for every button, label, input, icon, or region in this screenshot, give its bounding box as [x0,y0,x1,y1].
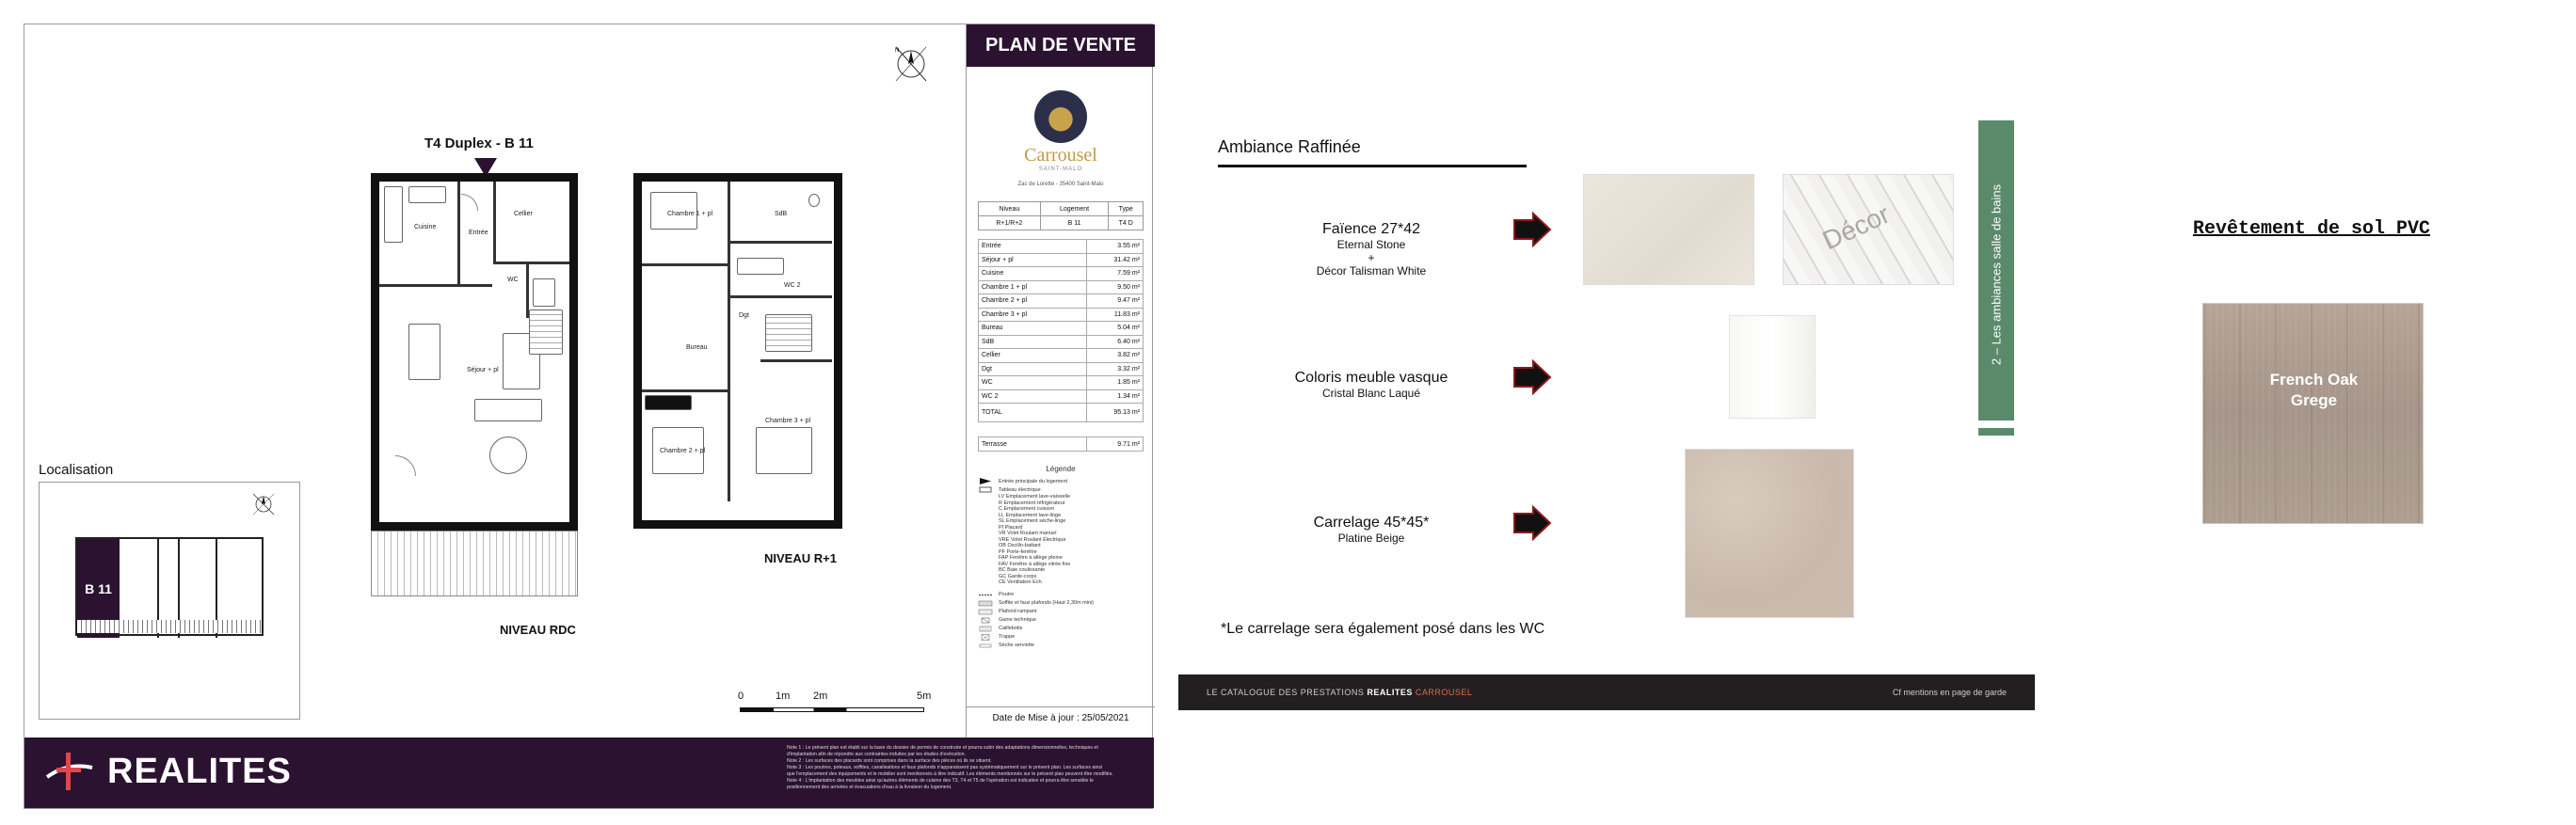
unit-value-niveau: R+1/R+2 [979,216,1041,230]
unit-header-logement: Logement [1040,202,1109,216]
surface-area: 9.50 m² [1087,280,1144,294]
legend-code: SL Emplacement sèche-linge [999,518,1066,524]
room-label-chambre2: Chambre 2 + pl [660,448,706,454]
catalog-footer-right: Cf mentions en page de garde [1892,688,2007,697]
table-row [979,240,1144,254]
room-label-chambre3: Chambre 3 + pl [765,418,811,424]
swatch-cristal-blanc [1729,315,1816,419]
localisation-label: Localisation [39,462,114,478]
scale-tick-5m: 5m [917,690,932,702]
level-label-r1: NIVEAU R+1 [764,551,837,565]
room-label-wc: WC [507,277,519,283]
note-line: que l'emplacement des équipements et le mobilier sont mentionnés à titre indicatif. Les éléments mentionnés sur le présent plan peuvent être modifiés. [787,771,1113,777]
scale-tick-2m: 2m [813,690,828,702]
scale-graphic [740,707,924,712]
pvc-line1: French Oak [2269,371,2359,389]
sales-plan-sheet [24,24,1153,809]
compass-icon [251,492,276,516]
surface-area: 3.32 m² [1087,362,1144,376]
surface-area: 3.55 m² [1087,240,1144,254]
surface-room: Cellier [979,349,1087,363]
surface-area: 7.59 m² [1087,267,1144,281]
section-sidebar [1978,120,2014,428]
table-row [979,349,1144,363]
surface-area: 5.04 m² [1087,322,1144,336]
table-row [979,362,1144,376]
material-detail: + [1368,251,1375,264]
surface-room: Chambre 3 + pl [979,308,1087,322]
arrow-right-icon [1512,505,1552,541]
legend-code: FAP Fenêtre à allège pleine [999,555,1063,561]
legend-code: PF Porte-fenêtre [999,548,1037,555]
room-label-chambre1: Chambre 1 + pl [667,211,713,217]
note-line: Note 2 : Les surfaces des placards sont comprises dans la surface des pièces où ils se situent. [787,758,992,764]
note-line: d'implantation afin de répondre aux contraintes induites par les études d'exécution. [787,752,967,757]
pvc-swatch-label [2203,370,2424,411]
arrow-right-icon [1512,212,1552,247]
swatch-decor-talisman [1783,174,1954,285]
decor-watermark: Décor [1817,198,1895,256]
footer-accent: CARROUSEL [1412,688,1473,697]
pvc-line2: Grege [2290,391,2338,409]
localisation-building-block [75,537,264,636]
unit-header-niveau: Niveau [979,202,1041,216]
legend-code: GC Garde-corps [999,573,1037,579]
material-faience [1249,221,1494,278]
legend-item [978,591,1144,599]
catalog-footer [1178,674,2035,710]
pvc-title: Revêtement de sol PVC [2193,218,2431,240]
sloped-ceiling-icon [978,609,993,615]
legend-code: OB Oscillo-battant [999,543,1041,548]
surface-room: Chambre 2 + pl [979,294,1087,309]
legend-code: VR Volet Roulant manuel [999,531,1057,536]
surface-area: 9.47 m² [1087,294,1144,309]
material-detail: Eternal Stone [1336,238,1406,251]
swatch-french-oak [2202,303,2424,524]
room-label-bureau: Bureau [686,344,708,351]
shaft-icon [978,617,993,624]
footer-brand: REALITES [1367,688,1413,697]
catalog-page [1178,118,2035,720]
surface-area: 31.42 m² [1087,253,1144,267]
carrelage-note: *Le carrelage sera également posé dans les WC [1221,621,1545,637]
ambiance-underline [1218,165,1527,167]
room-label-wc2: WC 2 [784,282,801,289]
legend-code: LL Emplacement lave-linge [999,512,1062,518]
surface-area: 3.82 m² [1087,349,1144,363]
entry-triangle-icon [978,478,993,484]
legend-item-label: Gaine technique [999,617,1037,623]
legend-codes [999,494,1144,586]
legend-item-label: Tableau électrique [999,486,1041,493]
terrace-table [978,436,1144,452]
material-carrelage [1249,515,1494,545]
brand-name: Carrousel [1024,145,1097,166]
total-label: TOTAL [979,404,1087,422]
table-row [979,253,1144,267]
surface-table [978,239,1144,422]
legend-item-label: Caillebotis [999,626,1023,631]
legend-item [978,485,1144,494]
terrace-area [371,531,578,596]
realites-footer [24,738,1154,808]
surface-room: Bureau [979,322,1087,336]
note-line: positionnement des arrivées et évacuations d'eau à la livraison du logement. [787,785,952,790]
ambiance-title: Ambiance Raffinée [1218,137,1361,156]
sidebar-strip [1978,428,2014,436]
catalog-footer-left [1207,688,1472,697]
brand-sub: SAINT-MALO [1038,167,1083,172]
note-line: Note 3 : Les poutres, poteaux, soffites, canalisations et faux plafonds n'apparaissent pas systématiquement sur le présent plan. Les surfaces ainsi [787,765,1103,770]
surface-room: WC [979,376,1087,390]
surface-room: Dgt [979,362,1087,376]
table-row [979,376,1144,390]
info-panel [966,24,1154,739]
room-label-sdb: SdB [775,211,788,217]
legend-item [978,477,1144,485]
realites-mark-icon [41,749,98,794]
swatch-eternal-stone [1583,174,1754,285]
material-detail: Platine Beige [1337,531,1405,545]
sidebar-text: 2 – Les ambiances salle de bains [1989,183,2004,365]
legend-item-label: Sèche serviette [999,643,1034,648]
svg-text:N: N [895,48,900,54]
material-name: Faïence 27*42 [1321,221,1421,237]
surface-room: Chambre 1 + pl [979,280,1087,294]
total-row [979,404,1144,422]
surface-area: 1.85 m² [1087,376,1144,390]
table-row [979,335,1144,349]
level-label-rdc: NIVEAU RDC [500,623,576,637]
legend-item-label: Soffite et faux plafonds (Haut 2,30m mini) [999,600,1095,606]
electric-panel-icon [978,486,993,493]
towel-dryer-icon [978,643,993,649]
surface-room: Entrée [979,240,1087,254]
scale-tick-1m: 1m [776,690,791,702]
arrow-right-icon [1512,359,1552,395]
swatch-platine-beige [1685,449,1854,618]
update-date: Date de Mise à jour : 25/05/2021 [967,706,1155,723]
realites-wordmark: REALITES [107,751,292,791]
surface-area: 11.83 m² [1087,308,1144,322]
legend-title: Légende [1046,465,1076,473]
surface-area: 1.34 m² [1087,389,1144,404]
table-row [979,322,1144,336]
terrace-area-value: 9.71 m² [1087,437,1144,452]
footer-prefix: LE CATALOGUE DES PRESTATIONS [1207,688,1368,697]
note-line: Note 4 : L'implantation des meubles ainsi qu'autres éléments de cuisine des T3, T4 et T5 de l'opération est indicative et pourra être sensible le [787,778,1094,784]
legend-item-label: Entrée principale du logement [999,478,1068,484]
room-label-cuisine: Cuisine [414,224,437,230]
legend-item-label: Trappe [999,634,1016,640]
legend-item [978,599,1144,608]
legend-item-label: Plafond rampant [999,609,1037,614]
sidebar-gap [1978,420,2014,428]
legend-code: BC Baie coulissante [999,567,1046,573]
legend-item [978,608,1144,616]
total-area: 95.13 m² [1087,404,1144,422]
material-detail: Décor Talisman White [1316,264,1427,278]
room-label-sejour: Séjour + pl [467,367,499,373]
table-row [979,267,1144,281]
surface-room: WC 2 [979,389,1087,404]
legend-code: CE Ventilation Ech. [999,579,1044,585]
hatch-icon [978,634,993,641]
note-line: Note 1 : Le présent plan est établi sur la base du dossier de permis de construire et pourra subir des adaptations dimensionnelles, techniques et [787,745,1098,751]
scale-tick-0: 0 [738,690,744,702]
legend-item [978,642,1144,650]
material-detail: Cristal Blanc Laqué [1321,387,1421,400]
beam-icon [978,592,993,598]
unit-header-type: Type [1109,202,1144,216]
legend-code: LV Emplacement lave-vaisselle [999,494,1071,500]
terrace-label: Terrasse [979,437,1087,452]
surface-room: Cuisine [979,267,1087,281]
legal-notes [787,745,1144,791]
unit-value-logement: B 11 [1040,216,1109,230]
room-label-dgt: Dgt [739,312,749,319]
surface-area: 6.40 m² [1087,335,1144,349]
legend-code: FAV Fenêtre à allège vitrée fixe [999,561,1071,567]
material-name: Carrelage 45*45* [1313,515,1430,531]
legend-code: VRE Volet Roulant Électrique [999,536,1066,543]
carrousel-logo-icon [1034,90,1087,143]
material-name: Coloris meuble vasque [1294,370,1448,386]
floorplan-r1 [633,173,842,529]
room-label-entree: Entrée [469,230,488,236]
grating-icon [978,626,993,632]
table-row [979,389,1144,404]
unit-info-table [978,201,1144,230]
brand-address: Zac de Lorette - 35400 Saint-Malo [1017,182,1104,187]
table-row [979,308,1144,322]
surface-room: SdB [979,335,1087,349]
surface-room: Séjour + pl [979,253,1087,267]
legend-code: R Emplacement réfrigérateur [999,500,1065,506]
legend-code: C Emplacement cuisson [999,506,1055,512]
table-row [979,294,1144,309]
legend-item-label: Poutre [999,592,1015,597]
legend [978,465,1144,650]
carrousel-brand [967,90,1155,187]
table-row [979,280,1144,294]
realites-logo [41,749,292,794]
legend-item [978,633,1144,642]
localisation-unit-b11: B 11 [77,539,120,638]
plan-de-vente-header: PLAN DE VENTE [967,24,1155,67]
material-meuble-vasque [1249,370,1494,400]
unit-title: T4 Duplex - B 11 [424,135,534,151]
legend-code: PI Placard [999,524,1023,531]
room-label-cellier: Cellier [514,211,533,217]
legend-item [978,616,1144,625]
localisation-map [39,482,300,720]
legend-item [978,625,1144,633]
soffit-icon [978,600,993,607]
compass-icon [890,43,932,85]
unit-value-type: T4 D [1109,216,1144,230]
